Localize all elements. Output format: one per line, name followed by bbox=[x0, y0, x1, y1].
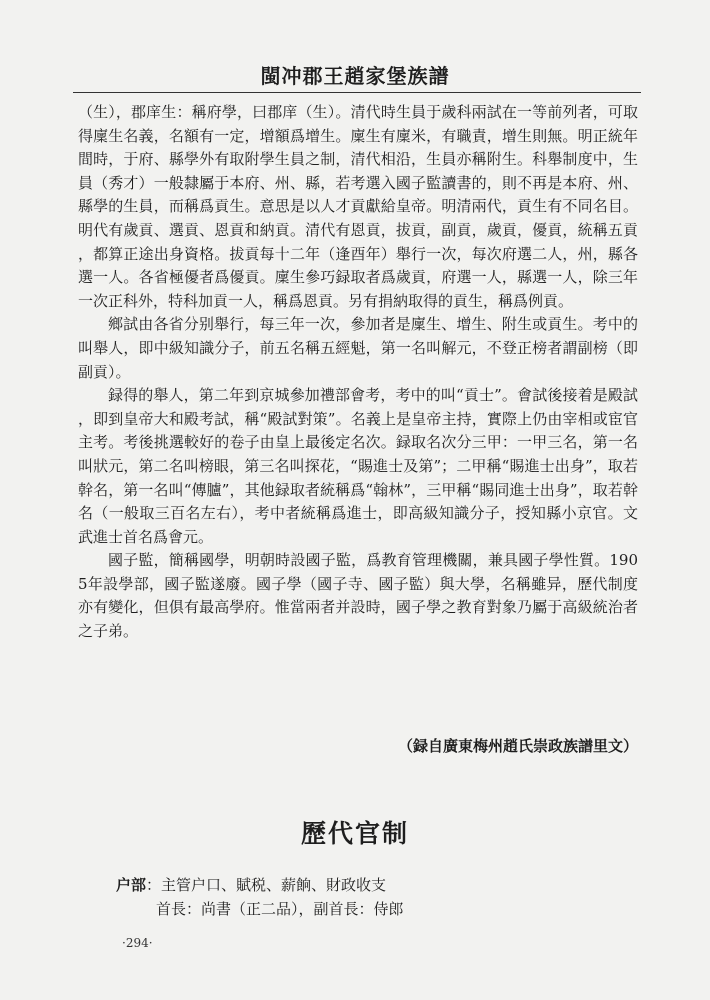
section-title: 歷代官制 bbox=[300, 819, 409, 848]
office-name: 户部 bbox=[116, 876, 147, 894]
header-rule bbox=[73, 92, 641, 93]
office-duty: ：主管户口、賦税、薪餉、財政收支 bbox=[146, 876, 387, 894]
page-number: ·294· bbox=[122, 936, 153, 950]
source-citation: （録自廣東梅州趙氏崇政族譜里文） bbox=[397, 737, 638, 755]
running-header: 閩冲郡王趙家堡族譜 bbox=[260, 64, 450, 88]
paragraph-guo-zi-jian: 國子監，簡稱國學，明朝時設國子監，爲教育管理機關，兼具國子學性質。1905年設學部，國子監遂廢。國子學（國子寺、國子監）與大學，名稱雖异，歷代制度亦有變化，但俱有最高學府。惟當兩者并設時，國子學之教育對象乃屬于高級統治者之子弟。 bbox=[78, 551, 638, 641]
office-duty-line bbox=[116, 873, 636, 897]
body-text bbox=[78, 101, 638, 644]
paragraph-xiang-shi: 鄉試由各省分别舉行，每三年一次，參加者是廩生、增生、附生或貢生。考中的叫舉人，即中級知識分子，前五名稱五經魁，第一名叫解元，不登正榜者謂副榜（即副貢）。 bbox=[78, 315, 638, 381]
office-entry-hu-bu bbox=[116, 873, 636, 921]
office-ranks: 首長：尚書（正二品），副首長：侍郎 bbox=[156, 900, 404, 918]
paragraph-sheng-yuan: （生），郡庠生：稱府學，曰郡庠（生）。清代時生員于歲科兩試在一等前列者，可取得廩生名義，名額有一定，增額爲增生。廩生有廩米，有職責，增生則無。明正統年間時，于府、縣學外有取附學生員之制，清代相沿，生員亦稱附生。科舉制度中，生員（秀才）一般隸屬于本府、州、縣，若考選入國子監讀書的，則不再是本府、州、縣學的生員，而稱爲貢生。意思是以人才貢獻給皇帝。明清兩代，貢生有不同名目。明代有歲貢、選貢、恩貢和納貢。清代有恩貢，拔貢，副貢，歲貢，優貢，統稱五貢，都算正途出身資格。拔貢每十二年（逢酉年）舉行一次，每次府選二人，州，縣各選一人。各省極優者爲優貢。廩生參巧録取者爲歲貢，府選一人，縣選一人，除三年一次正科外，特科加貢一人，稱爲恩貢。另有捐納取得的貢生，稱爲例貢。 bbox=[78, 103, 638, 310]
paragraph-hui-shi: 録得的舉人，第二年到京城參加禮部會考，考中的叫“貢士”。會試後接着是殿試，即到皇帝大和殿考試，稱“殿試對策”。名義上是皇帝主持，實際上仍由宰相或宦官主考。考後挑選較好的卷子由皇上最後定名次。録取名次分三甲：一甲三名，第一名叫狀元，第二名叫榜眼，第三名叫探花，“賜進士及第”；二甲稱“賜進士出身”，取若幹名，第一名叫“傳臚”，其他録取者統稱爲“翰林”，三甲稱“賜同進士出身”，取若幹名（一般取三百名左右），考中者統稱爲進士，即高級知識分子，授知縣小京官。文武進士首名爲會元。 bbox=[78, 386, 638, 546]
